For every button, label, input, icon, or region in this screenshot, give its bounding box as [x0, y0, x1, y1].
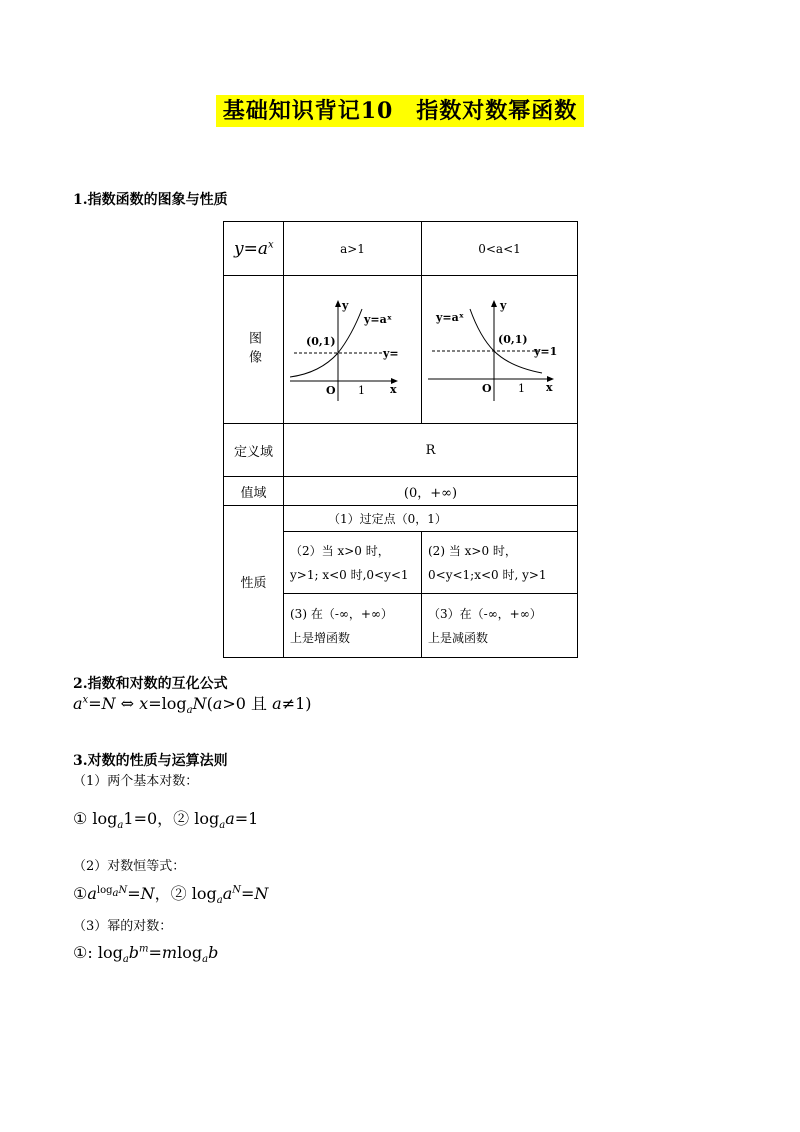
- prop-1-fixed-point: （1）过定点（0，1）: [284, 506, 578, 532]
- graph-left-tick: 1: [358, 383, 365, 397]
- graph-left-point-label: (0,1): [306, 334, 336, 348]
- prop-3-right-line1: （3）在（-∞，+∞）: [428, 606, 542, 621]
- section2-formula: $a^x=N$ ⇔ $x=\log_aN(a>0$ 且 a≠1): [73, 694, 312, 717]
- graph-left-axis-x: x: [390, 382, 397, 396]
- graph-right-point-label: (0,1): [498, 332, 528, 346]
- graph-right-axis-y: y: [500, 298, 507, 312]
- section1-heading: 1.指数函数的图象与性质: [73, 192, 228, 208]
- item1-formula: ① $\log_a1=0$，② $\log_aa=1$: [73, 809, 259, 832]
- prop-2-left-line2: y>1; x<0 时,0<y<1: [290, 567, 409, 582]
- image-label: 图像: [246, 330, 261, 369]
- graph-right-line-label: y=1: [534, 344, 558, 358]
- prop-3-left: [284, 594, 422, 658]
- props-label: 性质: [224, 506, 284, 658]
- prop-3-right: [422, 594, 578, 658]
- graph-left-axis-y: y: [342, 298, 349, 312]
- section3-heading: 3.对数的性质与运算法则: [73, 753, 228, 769]
- graph-right-axis-x: x: [546, 380, 553, 394]
- col-header-a-gt-1: a>1: [284, 222, 422, 276]
- section2-heading: 2.指数和对数的互化公式: [73, 676, 228, 692]
- item3-label: （3）幂的对数：: [73, 919, 173, 934]
- graph-right-origin: O: [482, 381, 492, 395]
- domain-value: R: [284, 424, 578, 477]
- graph-left-origin: O: [326, 383, 336, 397]
- item2-label: （2）对数恒等式：: [73, 859, 186, 874]
- range-label: 值域: [224, 477, 284, 506]
- exponential-properties-table: [223, 221, 578, 658]
- graph-a-gt-1: [284, 276, 422, 424]
- prop-2-left-line1: （2）当 x>0 时，: [290, 543, 390, 558]
- image-row-label: [224, 276, 284, 424]
- prop-3-right-line2: 上是减函数: [428, 630, 489, 645]
- col-header-a-lt-1: 0<a<1: [422, 222, 578, 276]
- graph-a-lt-1: [422, 276, 578, 424]
- prop-2-right: [422, 532, 578, 594]
- prop-3-left-line1: (3) 在（-∞，+∞）: [290, 606, 393, 621]
- graph-right-curve-label: y=aˣ: [436, 310, 464, 324]
- range-value: (0，+∞): [284, 477, 578, 506]
- graph-left-curve-label: y=aˣ: [364, 312, 392, 326]
- graph-right-tick: 1: [518, 381, 525, 395]
- prop-3-left-line2: 上是增函数: [290, 630, 351, 645]
- page-title: 基础知识背记10 指数对数幂函数: [216, 95, 584, 127]
- formula-y-eq-a-x: $y=a^x$: [234, 238, 274, 259]
- item2-formula: $①a^{log_aN}=N$，② $\log_aa^N=N$: [73, 884, 269, 907]
- formula-header-cell: [224, 222, 284, 276]
- item3-formula: ①: $\log_ab^m=mlog_ab$: [73, 943, 219, 966]
- prop-2-right-line2: 0<y<1;x<0 时, y>1: [428, 567, 547, 582]
- prop-2-right-line1: (2) 当 x>0 时，: [428, 543, 517, 558]
- domain-label: 定义域: [224, 424, 284, 477]
- item1-label: （1）两个基本对数：: [73, 774, 199, 789]
- graph-left-line-label: y=: [383, 346, 399, 360]
- prop-2-left: [284, 532, 422, 594]
